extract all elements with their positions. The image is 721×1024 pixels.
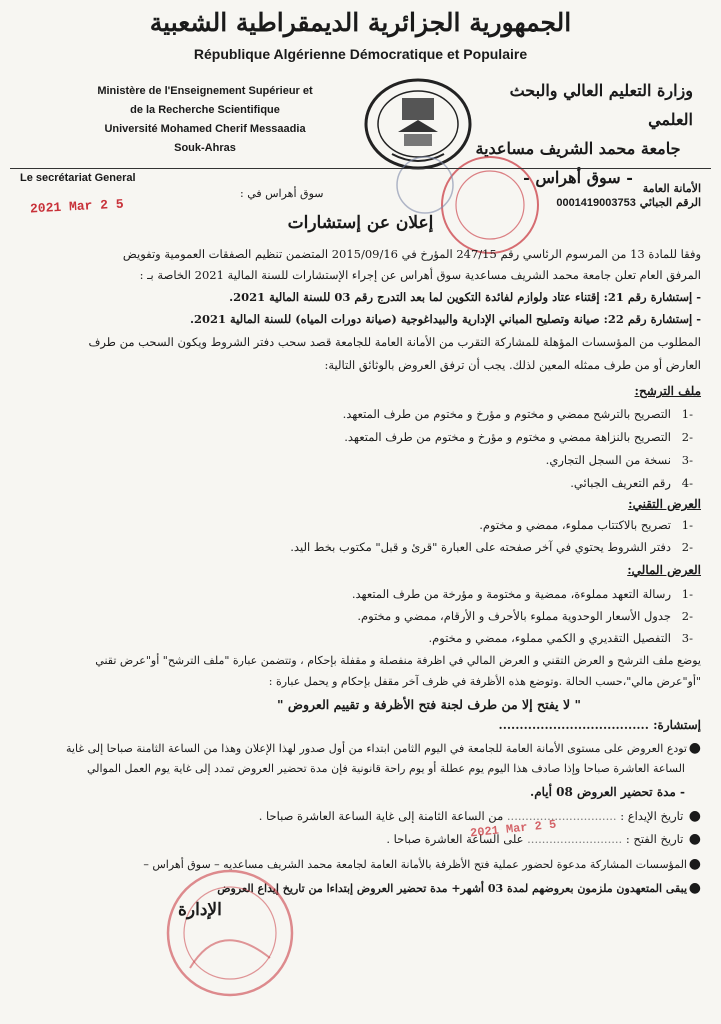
signature-administration: الإدارة <box>178 900 222 920</box>
intro-line3: المطلوب من المؤسسات المؤهلة للمشاركة التقرب من الأمانة العامة للجامعة قصد سحب دفتر الشروط ويكون السحب من طرف <box>88 335 701 349</box>
envelope-line2: "أو"عرض مالي"،حسب الحالة .وتوضع هذه الأظرفة في ظرف آخر مقفل بإحكام و يحمل عبارة : <box>268 675 701 688</box>
opening-date-label: تاريخ الفتح : <box>625 832 684 846</box>
fr-ministry-line1: Ministère de l'Enseignement Supérieur et <box>97 85 313 97</box>
item-number: -3 <box>681 453 693 467</box>
intro-line4: العارض أو من طرف ممثله المعين لذلك. يجب أن ترفق العروض بالوثائق التالية: <box>324 358 701 372</box>
item-text: نسخة من السجل التجاري. <box>545 453 671 467</box>
deposit-date-text: من الساعة الثامنة إلى غاية الساعة العاشرة صباحا . <box>258 809 504 823</box>
fr-secretariat: Le secrétariat General <box>20 172 136 184</box>
section-candidacy-title: ملف الترشح: <box>634 384 701 398</box>
header-fr-republic: République Algérienne Démocratique et Populaire <box>193 46 528 62</box>
item-text: رقم التعريف الجبائي. <box>570 476 671 490</box>
list-item <box>33 609 693 623</box>
fr-ministry-block <box>80 82 330 158</box>
envelope-quote: " لا يفتح إلا من طرف لجنة فتح الأظرفة و تقييم العروض " <box>277 697 581 712</box>
deposit-date-row: ● تاريخ الإيداع : .............................. من الساعة الثامنة إلى غاية الساعة العاشرة صباحا . <box>258 808 701 824</box>
validity-line <box>11 880 701 896</box>
bullet-icon: ● <box>688 808 701 824</box>
intro-line1: وفقا للمادة 13 من المرسوم الرئاسي رقم 247/15 المؤرخ في 2015/09/16 المتضمن تنظيم الصفقات العمومية وتفويض <box>122 247 701 261</box>
ar-secretariat: الأمانة العامة <box>642 182 701 195</box>
list-item <box>33 587 693 601</box>
consultation-line <box>499 718 701 732</box>
validity-text: يبقى المتعهدون ملزمون بعروضهم لمدة 03 أشهر+ مدة تحضير العروض إبتداءا من تاريخ إيداع العروض <box>217 882 687 895</box>
invite-text: المؤسسات المشاركة مدعوة لحضور عملية فتح الأظرفة بالأمانة العامة لجامعة محمد الشريف مساعديه – سوق أهراس – <box>143 858 687 871</box>
list-item <box>33 540 693 554</box>
item-text: تصريح بالاكتتاب مملوء، ممضي و مختوم. <box>479 518 671 532</box>
header-divider <box>10 168 711 169</box>
official-stamp-bottom <box>150 858 320 1012</box>
section-financial-title: العرض المالي: <box>627 563 701 577</box>
list-item <box>33 430 693 444</box>
consultation-label: إستشارة: <box>653 718 701 732</box>
opening-date-text: على الساعة العاشرة صباحا . <box>386 832 524 846</box>
tax-label: الرقم الجبائي <box>639 196 701 209</box>
fr-city: Souk-Ahras <box>174 142 236 154</box>
header-ar-republic: الجمهورية الجزائرية الديمقراطية الشعبية <box>149 8 572 37</box>
ar-date-label: سوق أهراس في : <box>240 187 324 200</box>
consultation-dots: .................................... <box>498 718 649 732</box>
consultation-21: - إستشارة رقم 21: إقتناء عتاد ولوازم لفائدة التكوين لما بعد التدرج رقم 03 للسنة المالية 2021. <box>229 290 701 304</box>
deposit-date-label: تاريخ الإيداع : <box>620 809 684 823</box>
invite-line <box>11 856 701 872</box>
list-item <box>33 631 693 645</box>
item-number: -2 <box>681 430 693 444</box>
ar-ministry: وزارة التعليم العالي والبحث العلمي <box>509 81 693 129</box>
list-item <box>33 518 693 532</box>
list-item <box>33 476 693 490</box>
bullet-icon: ● <box>688 856 701 872</box>
fr-university: Université Mohamed Cherif Messaadia <box>104 123 306 135</box>
consultation-22: - إستشارة رقم 22: صيانة وتصليح المباني الإدارية والبيداغوجية (صيانة دورات المياه) للسنة المالية 2021. <box>189 312 701 326</box>
item-text: رسالة التعهد مملوءة، ممضية و مختومة و مؤرخة من طرف المتعهد. <box>351 587 671 601</box>
list-item <box>33 407 693 421</box>
date-stamp: 2021 Mar 2 5 <box>29 196 124 217</box>
envelope-line1: يوضع ملف الترشح و العرض التقني و العرض المالي في اظرفة منفصلة و مقفلة بإحكام ، وتتضمن عبارة "ملف الترشح" أو"عرض تقني <box>95 654 701 667</box>
announcement-title: إعلان عن إستشارات <box>287 213 434 233</box>
duration: - مدة تحضير العروض 08 أيام. <box>530 785 685 799</box>
bullet-icon: ● <box>688 831 701 847</box>
bullet-icon: ● <box>688 880 701 896</box>
item-number: -1 <box>681 587 693 601</box>
bullet-icon: ● <box>688 740 701 756</box>
item-number: -1 <box>681 407 693 421</box>
tax-id-row <box>556 196 701 209</box>
opening-date-row: ● تاريخ الفتح : .......................... على الساعة العاشرة صباحا . <box>386 831 701 847</box>
item-number: -2 <box>681 609 693 623</box>
tax-number: 0001419003753 <box>556 197 636 209</box>
ar-university: جامعة محمد الشريف مساعدية <box>475 139 681 158</box>
list-item <box>33 453 693 467</box>
item-number: -1 <box>681 518 693 532</box>
item-text: التصريح بالنزاهة ممضي و مختوم و مؤرخ و مختوم من طرف المتعهد. <box>344 430 671 444</box>
section-technical-title: العرض التقني: <box>628 497 701 511</box>
intro-line2: المرفق العام تعلن جامعة محمد الشريف مساعدية سوق أهراس عن إجراء الإستشارات للسنة المالية 2021 الخاصة بـ : <box>139 268 701 282</box>
deposit-line1 <box>11 740 701 756</box>
item-number: -4 <box>681 476 693 490</box>
item-number: -3 <box>681 631 693 645</box>
fr-ministry-line2: de la Recherche Scientifique <box>130 104 280 116</box>
ar-city: - سوق أهراس - <box>523 168 633 187</box>
deposit-line2: الساعة العاشرة صباحا وإذا صادف هذا اليوم يوم عطلة أو يوم راحة قانونية فإن مدة تحضير العروض تمدد إلى غاية يوم العمل الموالي <box>86 762 685 775</box>
item-text: جدول الأسعار الوحدوية مملوء بالأحرف و الأرقام، ممضي و مختوم. <box>357 609 671 623</box>
date-stamp-2: 2021 Mar 2 5 <box>469 817 557 841</box>
item-number: -2 <box>681 540 693 554</box>
item-text: التصريح بالترشح ممضي و مختوم و مؤرخ و مختوم من طرف المتعهد. <box>342 407 671 421</box>
deposit-text1: تودع العروض على مستوى الأمانة العامة للجامعة في اليوم الثامن ابتداء من أول صدور لهذا الإعلان وهذا من الساعة الثامنة صباحا إلى غاية <box>66 742 687 755</box>
item-text: دفتر الشروط يحتوي في آخر صفحته على العبارة "قرئ و قبل" مكتوب بخط اليد. <box>290 540 671 554</box>
item-text: التفصيل التقديري و الكمي مملوء، ممضي و مختوم. <box>428 631 671 645</box>
